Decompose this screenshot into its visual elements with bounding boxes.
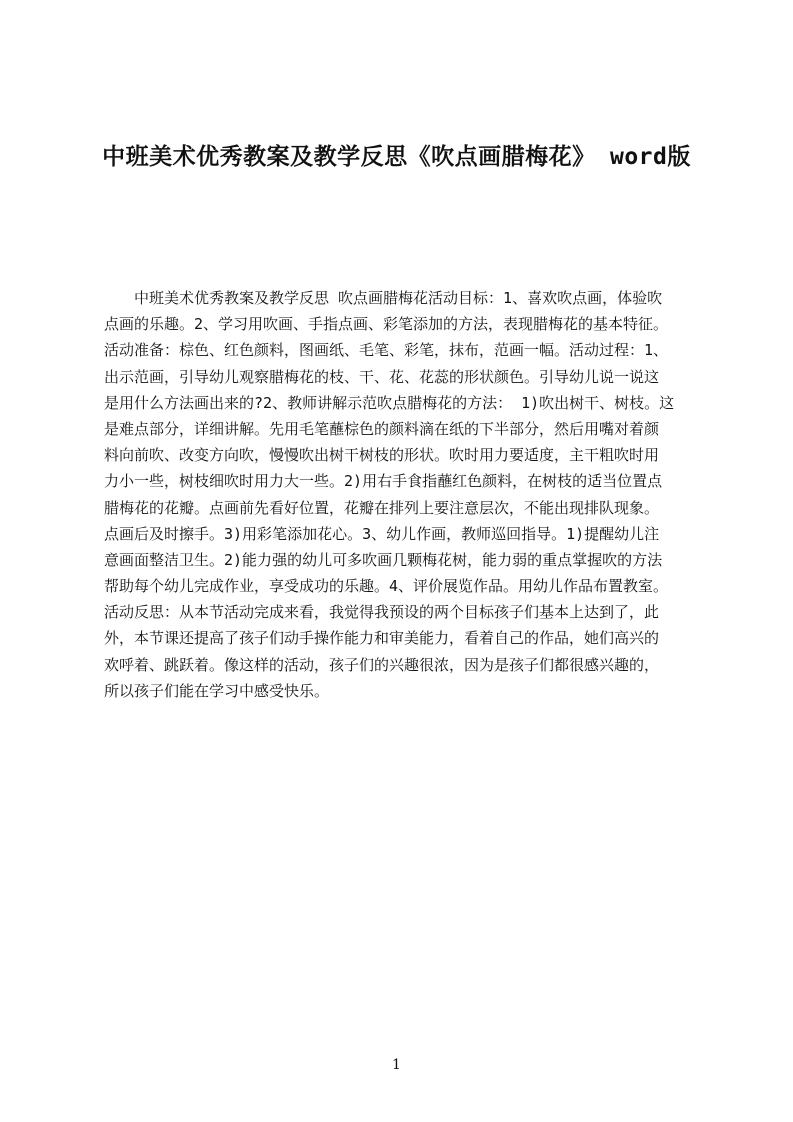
document-title: 中班美术优秀教案及教学反思《吹点画腊梅花》 word版 [102,144,691,170]
body-line: 腊梅花的花瓣。点画前先看好位置，花瓣在排列上要注意层次，不能出现排队现象。 [104,498,660,517]
body-line: 是用什么方法画出来的?2、教师讲解示范吹点腊梅花的方法： 1)吹出树干、树枝。这 [104,393,675,412]
body-line: 中班美术优秀教案及教学反思 吹点画腊梅花活动目标：1、喜欢吹点画，体验吹 [104,289,663,307]
body-line: 所以孩子们能在学习中感受快乐。 [104,681,330,700]
body-line: 帮助每个幼儿完成作业，享受成功的乐趣。4、评价展览作品。用幼儿作品布置教室。 [104,577,669,596]
body-line: 点画后及时擦手。3)用彩笔添加花心。3、幼儿作画，教师巡回指导。1)提醒幼儿注 [104,524,660,543]
body-line: 活动反思：从本节活动完成来看，我觉得我预设的两个目标孩子们基本上达到了，此 [104,603,660,622]
body-line: 外，本节课还提高了孩子们动手操作能力和审美能力，看着自己的作品，她们高兴的 [104,629,660,648]
body-line: 是难点部分，详细讲解。先用毛笔蘸棕色的颜料滴在纸的下半部分，然后用嘴对着颜 [104,419,660,438]
body-line: 料向前吹、改变方向吹，慢慢吹出树干树枝的形状。吹时用力要适度，主干粗吹时用 [104,446,660,465]
body-line: 意画面整洁卫生。2)能力强的幼儿可多吹画几颗梅花树，能力弱的重点掌握吹的方法 [104,550,663,569]
body-line: 欢呼着、跳跃着。像这样的活动，孩子们的兴趣很浓，因为是孩子们都很感兴趣的， [104,655,660,674]
document-body [104,285,704,704]
body-line: 活动准备：棕色、红色颜料，图画纸、毛笔、彩笔，抹布，范画一幅。活动过程：1、 [104,341,669,360]
body-line: 出示范画，引导幼儿观察腊梅花的枝、干、花、花蕊的形状颜色。引导幼儿说一说这 [104,367,660,386]
page-number: 1 [392,1057,401,1073]
body-line: 力小一些，树枝细吹时用力大一些。2)用右手食指蘸红色颜料，在树枝的适当位置点 [104,472,663,491]
body-line: 点画的乐趣。2、学习用吹画、手指点画、彩笔添加的方法，表现腊梅花的基本特征。 [104,315,669,334]
